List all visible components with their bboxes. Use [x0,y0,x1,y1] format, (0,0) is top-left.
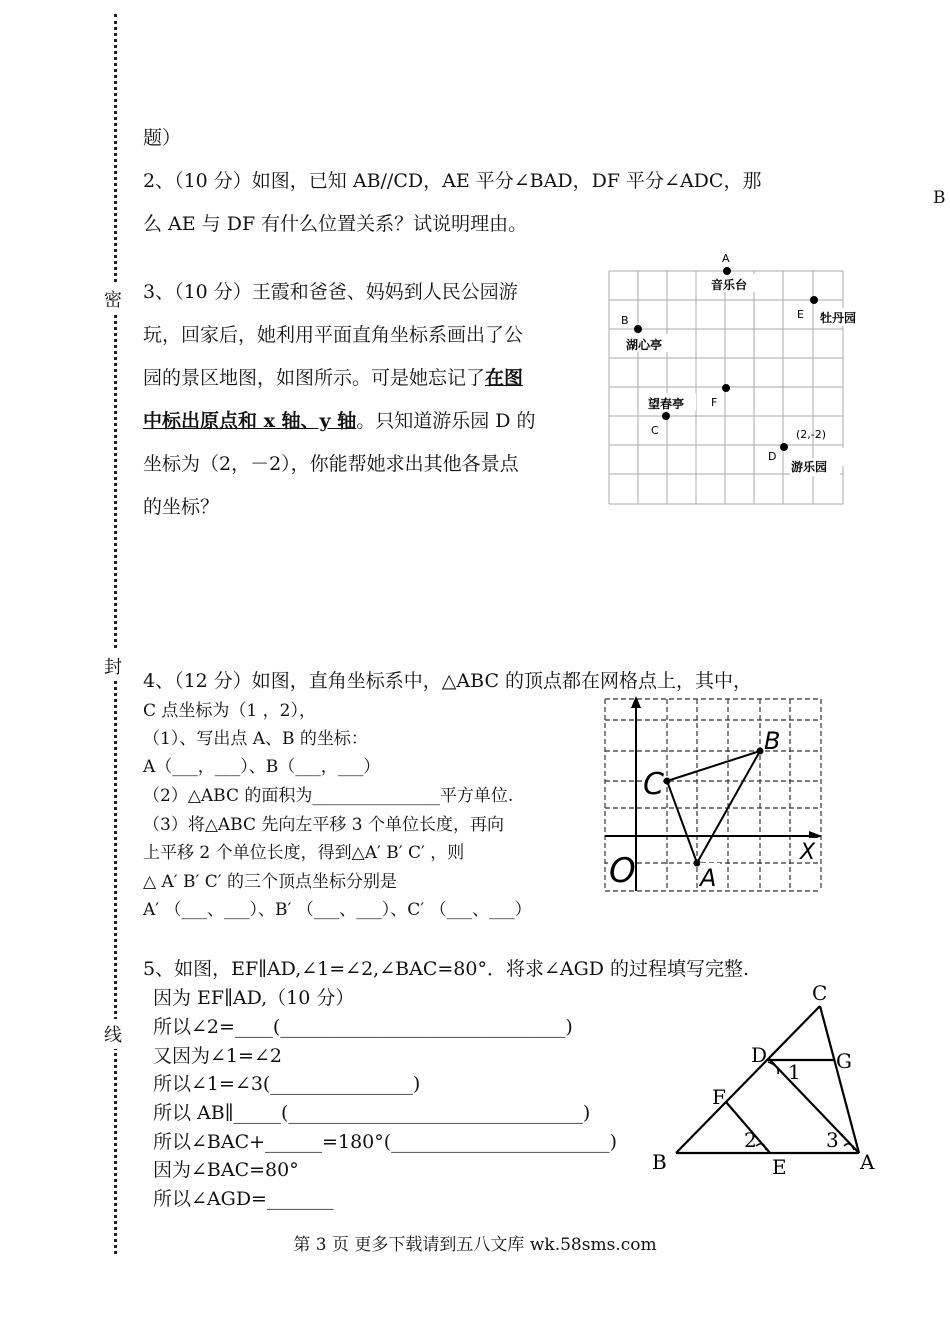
y-axis-arrow [631,696,641,708]
q4-line-2: C 点坐标为（1 ，2）， [143,701,316,721]
fig5-angle-2: 2 [744,1128,757,1152]
q5-line-7: 所以∠BAC+______=180°(_______________________) [153,1131,618,1153]
label-c: C [643,767,664,802]
q4-line-6: （3）将△ABC 先向左平移 3 个单位长度，再向 [143,815,505,835]
q3-line-3: 园的景区地图，如图所示。可是她忘记了在图 [143,367,524,389]
q3-line-6: 的坐标？ [143,496,220,518]
dashed-grid [605,699,821,891]
map-label-d: D [768,450,777,463]
map-point-f [722,384,730,392]
q2-line-1: 2、（10 分）如图，已知 AB//CD，AE 平分∠BAD，DF 平分∠ADC，那 [143,170,762,192]
q3-emphasis-2: 中标出原点和 x 轴、y 轴 [143,410,357,432]
map-name-c: 望春亭 [648,397,685,411]
margin-char-feng: 封 [104,651,122,681]
point-b [757,748,764,755]
map-label-a: A [722,252,730,265]
map-name-e: 牡丹园 [820,311,857,325]
margin-char-xian: 线 [104,1019,122,1049]
fig5-label-f: F [712,1085,726,1109]
point-c [664,778,671,785]
fig5-label-e: E [772,1155,787,1179]
q3-line-2: 玩，回家后，她利用平面直角坐标系画出了公 [143,324,524,346]
q2-line-2: 么 AE 与 DF 有什么位置关系？试说明理由。 [143,213,528,235]
label-x: X [800,840,816,865]
label-a: A [700,864,717,892]
map-coord-d: (2,-2) [796,428,827,441]
map-name-a: 音乐台 [711,278,748,292]
map-label-e: E [797,308,804,321]
map-label-c: C [651,424,659,437]
map-label-f: F [711,396,718,409]
map-point-a [723,267,731,275]
q3-line-4: 中标出原点和 x 轴、y 轴。只知道游乐园 D 的 [143,410,536,432]
q4-line-5: （2）△ABC 的面积为_______________平方单位. [143,786,514,806]
q4-line-7: 上平移 2 个单位长度，得到△A′ B′ C′ ，则 [143,843,465,863]
map-name-d: 游乐园 [791,460,828,474]
edge-letter: B [933,188,946,208]
park-map-figure [600,248,857,510]
q3-emphasis-1: 在图 [485,367,524,389]
angle-2-arc [756,1144,766,1150]
fig5-label-c: C [812,981,828,1005]
fig5-angle-3: 3 [826,1128,839,1152]
parallel-lines-figure [648,980,888,1182]
q5-line-9: 所以∠AGD=_______ [153,1188,334,1210]
angle-1-arc [768,1062,778,1074]
map-name-b: 湖心亭 [626,338,663,352]
fig5-label-a: A [860,1150,875,1174]
q4-line-1: 4、（12 分）如图，直角坐标系中，△ABC 的顶点都在网格点上，其中， [143,670,753,692]
binding-dotted-line [114,14,117,1254]
q3-line-1: 3、（10 分）王霞和爸爸、妈妈到人民公园游 [143,281,518,303]
fig5-angle-1: 1 [788,1060,801,1084]
prev-question-tail: 题） [143,127,182,149]
q4-line-8: △ A′ B′ C′ 的三个顶点坐标分别是 [143,872,398,892]
fig5-label-d: D [751,1043,768,1067]
q3-line-5: 坐标为（2，－2），你能帮她求出其他各景点 [143,453,519,475]
q5-line-8: 因为∠BAC=80° [153,1159,299,1181]
fig5-label-b: B [652,1150,667,1174]
label-origin: O [609,851,636,891]
map-point-b [634,325,642,333]
map-label-b: B [621,314,629,327]
fig5-label-g: G [836,1049,852,1073]
q5-line-3: 所以∠2=____(______________________________) [153,1016,573,1038]
q4-line-9: A′ （___、___）、B′ （___、___）、C′ （___、___） [143,900,532,920]
page-footer: 第 3 页 更多下载请到五八文库 wk.58sms.com [293,1235,657,1255]
q5-line-1: 5、如图，EF∥AD,∠1=∠2,∠BAC=80°．将求∠AGD 的过程填写完整. [143,958,750,980]
q4-line-4: A（___，___）、B（___，___） [143,757,381,777]
map-point-e [810,296,818,304]
triangle-abc [667,751,760,863]
label-b: B [764,727,781,755]
map-point-c [662,412,670,420]
q5-line-4: 又因为∠1=∠2 [153,1045,282,1067]
q5-line-6: 所以 AB∥_____(_______________________________) [153,1102,591,1124]
q5-line-2: 因为 EF∥AD,（10 分） [153,987,355,1009]
map-point-d [780,443,788,451]
triangle-grid-figure [596,690,828,896]
q4-line-3: （1）、写出点 A、B 的坐标： [143,729,368,749]
q5-line-5: 所以∠1=∠3(_______________) [153,1073,421,1095]
margin-char-mi: 密 [104,284,122,314]
